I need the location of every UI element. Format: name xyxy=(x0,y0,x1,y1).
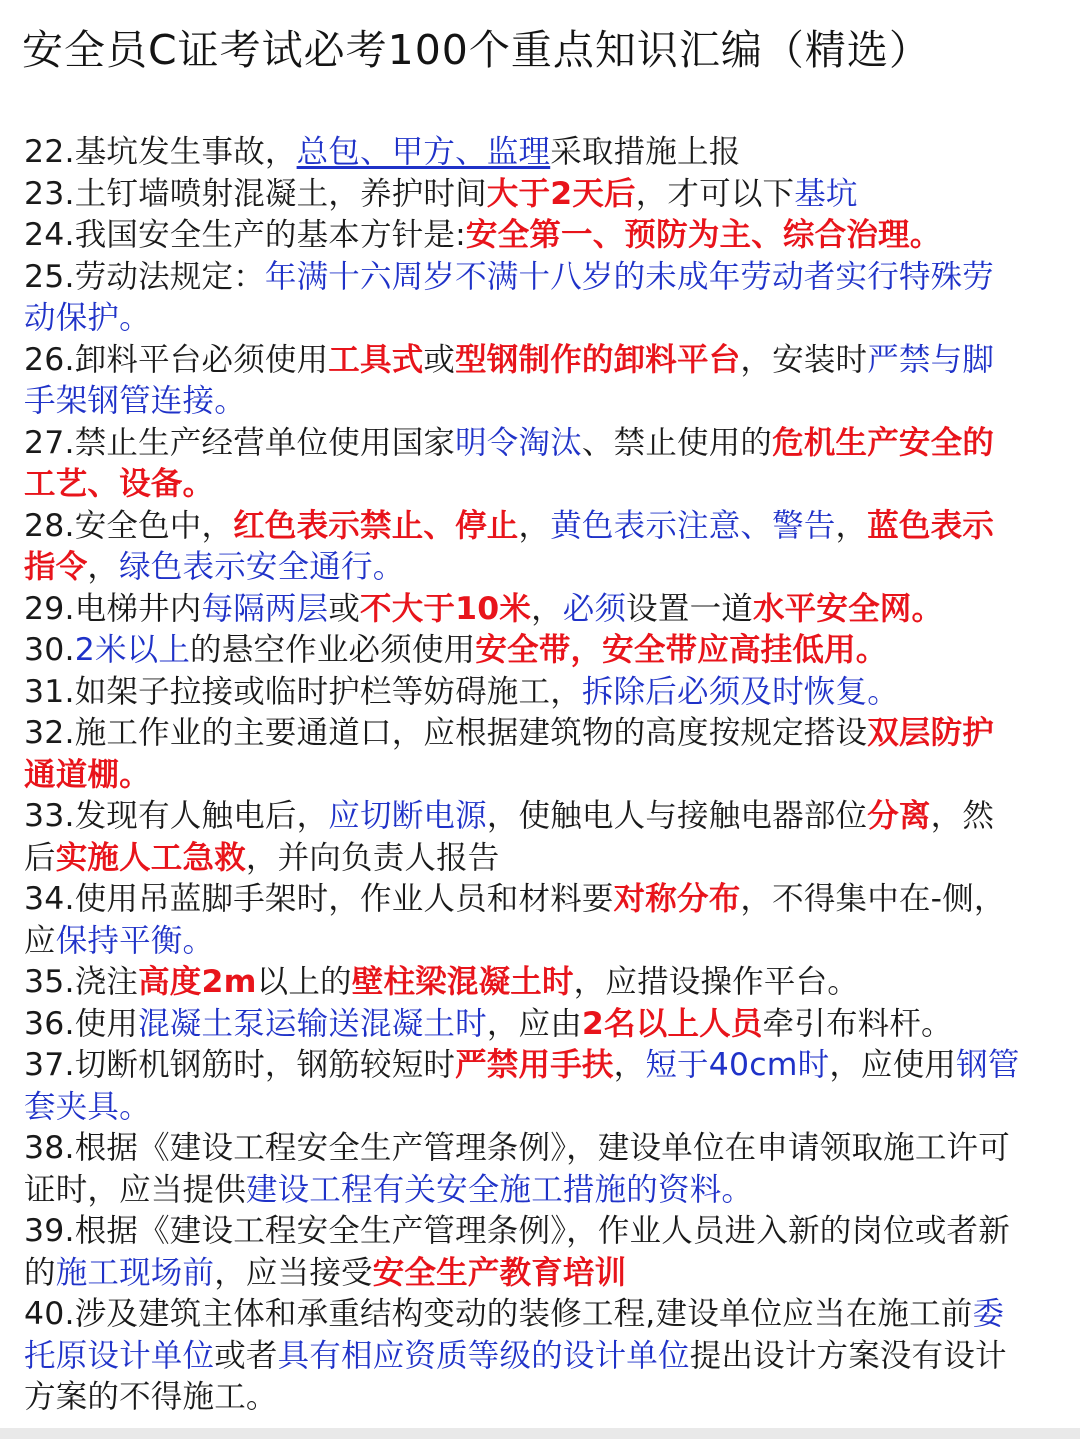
highlighted-text: 双层防护通道棚。 xyxy=(24,715,995,793)
item-text: 牵引布料杆。 xyxy=(762,1005,953,1042)
highlighted-text: 安全第一、预防为主、综合治理。 xyxy=(465,217,942,253)
highlighted-text: 水平安全网。 xyxy=(752,590,944,627)
item-text: 34.使用吊蓝脚手架时，作业人员和材料要 xyxy=(24,881,614,917)
highlighted-text: 严禁与脚手架钢管连接。 xyxy=(24,341,995,419)
highlighted-text: 壁柱梁混凝土时 xyxy=(351,964,574,1000)
item-text: ，应措设操作平台。 xyxy=(573,964,859,1000)
item-text: 39.根据《建设工程安全生产管理条例》，作业人员进入新的岗位或者新的 xyxy=(24,1213,1010,1291)
knowledge-item xyxy=(24,215,1024,257)
knowledge-item xyxy=(24,589,1024,631)
highlighted-text: 工具式 xyxy=(328,341,424,378)
item-text: 提出设计方案没有设计方案的不得施工。 xyxy=(24,1337,1007,1415)
highlighted-text: 必须 xyxy=(562,590,627,627)
highlighted-text: 2米以上 xyxy=(74,632,191,668)
highlighted-text: 2名以上人员 xyxy=(581,1005,763,1042)
knowledge-list xyxy=(24,132,1024,1419)
knowledge-item xyxy=(24,713,1024,796)
knowledge-item xyxy=(24,340,1024,423)
item-text: ，不得集中在-侧，应 xyxy=(24,881,1006,959)
knowledge-item xyxy=(24,1211,1024,1294)
highlighted-text: 施工现场前 xyxy=(55,1254,215,1291)
knowledge-item xyxy=(24,1045,1024,1128)
item-text: ，应由 xyxy=(486,1005,582,1042)
item-text: ，安装时 xyxy=(740,341,868,378)
highlighted-text: 混凝土泵运输送混凝土时 xyxy=(138,1005,487,1042)
item-text: 27.禁止生产经营单位使用国家 xyxy=(24,424,456,461)
highlighted-text: 短于40cm时 xyxy=(645,1047,830,1083)
item-text: 设置一道 xyxy=(626,590,753,627)
highlighted-text: 委托原设计单位 xyxy=(24,1296,1005,1374)
item-text: 的悬空作业必须使用 xyxy=(190,632,476,668)
item-text: ， xyxy=(613,1047,646,1083)
highlighted-text: 年满十六周岁不满十八岁的未成年劳动者实行特殊劳动保护。 xyxy=(24,258,995,336)
highlighted-text: 明令淘汰 xyxy=(455,424,582,461)
highlighted-text: 钢管套夹具。 xyxy=(24,1047,1020,1125)
highlighted-text: 每隔两层 xyxy=(201,590,329,627)
highlighted-text: 大于2天后 xyxy=(486,175,636,212)
item-text: 28.安全色中， xyxy=(24,507,234,544)
highlighted-text: 保持平衡。 xyxy=(55,922,215,959)
highlighted-text: 实施人工急救 xyxy=(55,839,246,876)
item-text: 29.电梯井内 xyxy=(24,590,202,627)
item-text: ，并向负责人报告 xyxy=(245,839,500,876)
highlighted-text: 建设工程有关安全施工措施的资料。 xyxy=(245,1171,754,1208)
item-text: ，应使用 xyxy=(829,1047,957,1083)
item-text: 25.劳动法规定： xyxy=(24,258,265,295)
knowledge-item xyxy=(24,630,1024,672)
highlighted-text: 安全带，安全带应高挂低用。 xyxy=(475,632,888,668)
item-text: 40.涉及建筑主体和承重结构变动的装修工程,建设单位应当在施工前 xyxy=(24,1296,973,1332)
knowledge-item xyxy=(24,1004,1024,1046)
highlighted-text: 具有相应资质等级的设计单位 xyxy=(277,1337,690,1374)
highlighted-text: 基坑 xyxy=(794,175,858,212)
knowledge-item xyxy=(24,257,1024,340)
item-text: 32.施工作业的主要通道口，应根据建筑物的高度按规定搭设 xyxy=(24,715,868,751)
item-text: ，才可以下 xyxy=(635,175,795,212)
highlighted-text: 对称分布 xyxy=(613,881,741,917)
item-text: ， xyxy=(531,590,563,627)
item-text: 26.卸料平台必须使用 xyxy=(24,341,329,378)
knowledge-item xyxy=(24,132,1024,174)
knowledge-item xyxy=(24,174,1024,216)
knowledge-item xyxy=(24,423,1024,506)
item-text: 31.如架子拉接或临时护栏等妨碍施工， xyxy=(24,673,582,710)
item-text: ，应当接受 xyxy=(214,1254,373,1291)
knowledge-item xyxy=(24,1128,1024,1211)
highlighted-text: 不大于10米 xyxy=(360,590,532,627)
item-text: 或 xyxy=(423,341,456,378)
knowledge-item xyxy=(24,1294,1024,1419)
highlighted-text: 黄色表示注意、警告 xyxy=(550,507,836,544)
item-text: ，使触电人与接触电器部位 xyxy=(486,798,868,834)
item-text: 以上的 xyxy=(256,964,352,1000)
item-text: ， xyxy=(87,549,120,585)
knowledge-item xyxy=(24,879,1024,962)
highlighted-text: 总包、甲方、监理 xyxy=(296,134,551,170)
highlighted-text: 安全生产教育培训 xyxy=(372,1254,627,1291)
highlighted-text: 危机生产安全的工艺、设备。 xyxy=(24,424,995,502)
highlighted-text: 拆除后必须及时恢复。 xyxy=(581,673,899,710)
item-text: 或者 xyxy=(214,1337,278,1374)
item-text: 35.浇注 xyxy=(24,964,139,1000)
item-text: 36.使用 xyxy=(24,1005,139,1042)
item-text: 37.切断机钢筋时，钢筋较短时 xyxy=(24,1047,456,1083)
highlighted-text: 红色表示禁止、停止 xyxy=(233,507,519,544)
page-title: 安全员C证考试必考100个重点知识汇编（精选） xyxy=(22,26,931,74)
knowledge-item xyxy=(24,506,1024,589)
item-text: ， xyxy=(518,507,551,544)
item-text: 38.根据《建设工程安全生产管理条例》，建设单位在申请领取施工许可证时，应当提供 xyxy=(24,1130,1010,1208)
item-text: 23.土钉墙喷射混凝土，养护时间 xyxy=(24,175,487,212)
knowledge-item xyxy=(24,962,1024,1004)
highlighted-text: 应切断电源 xyxy=(328,798,487,834)
highlighted-text: 绿色表示安全通行。 xyxy=(119,549,405,585)
item-text: 22.基坑发生事故， xyxy=(24,134,297,170)
highlighted-text: 严禁用手扶 xyxy=(455,1047,614,1083)
highlighted-text: 分离 xyxy=(867,798,931,834)
item-text: 33.发现有人触电后， xyxy=(24,798,329,834)
page-bottom-edge xyxy=(0,1428,1080,1439)
item-text: 、禁止使用的 xyxy=(581,424,773,461)
item-text: 或 xyxy=(328,590,361,627)
item-text: ，然后 xyxy=(24,798,995,876)
highlighted-text: 高度2m xyxy=(138,964,257,1000)
highlighted-text: 蓝色表示指令 xyxy=(24,507,995,585)
item-text: ， xyxy=(835,507,868,544)
highlighted-text: 型钢制作的卸料平台 xyxy=(455,341,741,378)
knowledge-item xyxy=(24,796,1024,879)
item-text: 30. xyxy=(24,632,75,668)
item-text: 采取措施上报 xyxy=(550,134,741,170)
item-text: 24.我国安全生产的基本方针是: xyxy=(24,217,466,253)
knowledge-item xyxy=(24,672,1024,714)
